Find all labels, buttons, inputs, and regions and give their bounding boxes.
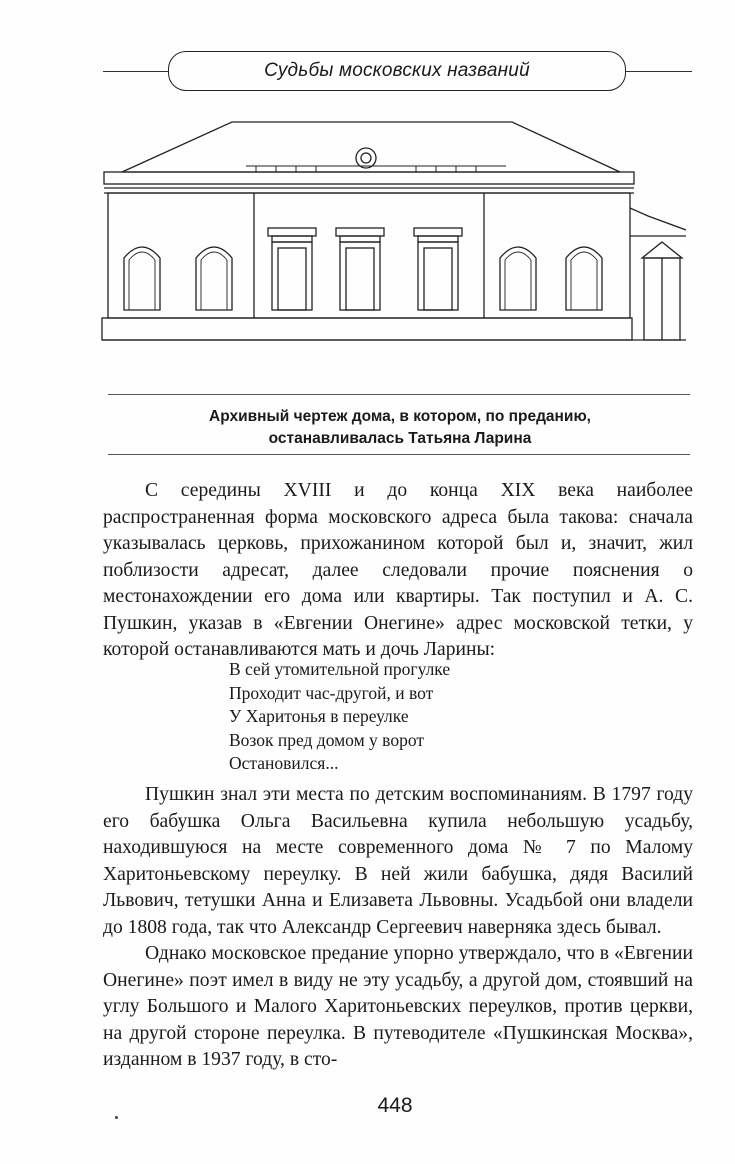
cornice xyxy=(104,172,634,184)
windows-plain xyxy=(124,247,602,310)
header-rule-left xyxy=(103,71,171,72)
balustrade xyxy=(246,166,506,172)
plinth xyxy=(102,318,632,340)
header-rule-right xyxy=(622,71,692,72)
scan-speck xyxy=(115,1116,118,1119)
verse-line: В сей утомительной прогулке xyxy=(229,659,451,679)
paragraphs-continued xyxy=(103,782,693,1074)
verse-line: У Харитонья в переулке xyxy=(229,706,409,727)
running-header xyxy=(168,51,626,91)
running-header-title: Судьбы московских названий xyxy=(264,60,530,81)
verse-line: Возок пред домом у ворот xyxy=(229,729,424,750)
roof-pediment xyxy=(122,122,620,172)
caption-line-2: останавливалась Татьяна Ларина xyxy=(268,430,532,447)
caption-rule-bottom xyxy=(108,454,690,455)
verse-line: Остановился... xyxy=(229,753,339,774)
paragraph-1 xyxy=(103,478,693,664)
figure-caption xyxy=(100,406,700,450)
verse-quote xyxy=(229,658,649,776)
caption-line-1: Архивный чертеж дома, в котором, по преданию, xyxy=(209,408,591,425)
roof-medallion xyxy=(356,148,376,168)
page-number: 448 xyxy=(377,1094,413,1117)
caption-rule-top xyxy=(108,394,690,395)
main-wall xyxy=(108,193,630,318)
side-annex xyxy=(630,208,686,340)
verse-line: Проходит час-другой, и вот xyxy=(229,682,434,703)
windows-decorated xyxy=(268,228,462,310)
paragraph-2-text: Пушкин знал эти места по детским воспоминаниям. В 1797 году его бабушка Ольга Васильевна купила небольшую усадьбу, находившуюся на месте современного дома № 7 по Малому Харитоньевскому переулку. В ней жили бабушка, дядя Василий Львович, тетушки Анна и Елизавета Львовны. Усадьбой они владели до 1808 года, так что Александр Сергеевич наверняка здесь бывал. xyxy=(103,784,693,938)
house-drawing xyxy=(96,108,686,386)
paragraph-1-text: С середины XVIII и до конца XIX века наиболее распространенная форма московского адреса была такова: сначала указывалась церковь, прихожанином которой был и, значит, жил поблизости адресат, далее следовали прочие пояснения о местонахождении его дома или квартиры. Так поступил и А. С. Пушкин, указав в «Евгении Онегине» адрес московской тетки, у которой останавливаются мать и дочь Ларины: xyxy=(103,480,693,660)
paragraph-3-text: Однако московское предание упорно утверждало, что в «Евгении Онегине» поэт имел в виду не эту усадьбу, а другой дом, стоявший на углу Большого и Малого Харитоньевских переулков, против церкви, на другой стороне переулка. В путеводителе «Пушкинская Москва», изданном в 1937 году, в сто- xyxy=(103,943,693,1070)
